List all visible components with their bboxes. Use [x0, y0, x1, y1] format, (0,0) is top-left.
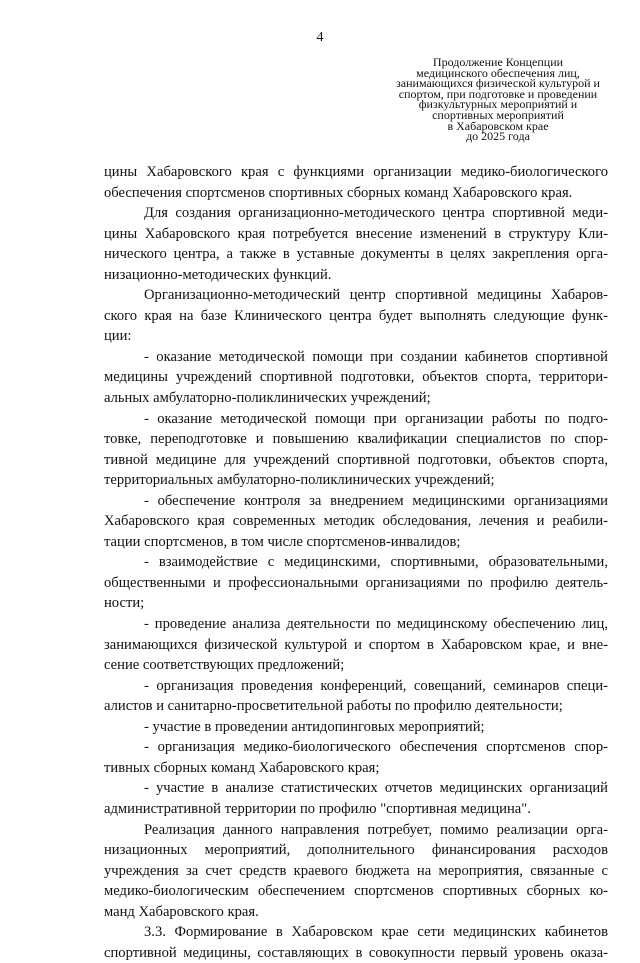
- text-line: медико-биологическим обеспечением спортсменов спортивных сборных ко-: [104, 883, 608, 900]
- text-line: нического центра, а также в уставные документы в целях закрепления орга-: [104, 246, 608, 263]
- text-line: цины Хабаровского края потребуется внесение изменений в структуру Кли-: [104, 225, 608, 242]
- text-line: территориальных амбулаторно-поликлинических учреждений;: [104, 472, 495, 489]
- text-line: - организация медико-биологического обеспечения спортсменов спор-: [144, 739, 608, 756]
- text-line: Организационно-методический центр спортивной медицины Хабаров-: [144, 287, 608, 304]
- header-note-line: Продолжение Концепции: [432, 55, 564, 69]
- text-line: низационно-методических функций.: [104, 266, 332, 283]
- text-line: занимающихся физической культурой и спортом в Хабаровском крае, и вне-: [104, 636, 608, 653]
- header-note-line: занимающихся физической культурой и: [396, 76, 600, 91]
- text-line: 3.3. Формирование в Хабаровском крае сети медицинских кабинетов: [144, 924, 608, 941]
- text-line: - обеспечение контроля за внедрением медицинскими организациями: [144, 492, 608, 509]
- text-line: ции:: [104, 328, 132, 345]
- text-line: товке, переподготовке и повышению квалификации специалистов по спор-: [104, 431, 608, 448]
- text-line: - участие в анализе статистических отчетов медицинских организаций: [144, 780, 608, 797]
- header-note-line: до 2025 года: [466, 129, 530, 144]
- body-text: [104, 162, 608, 963]
- page-number: 4: [316, 30, 324, 45]
- text-line: - взаимодействие с медицинскими, спортивными, образовательными,: [144, 554, 608, 571]
- text-line: ности;: [104, 595, 145, 612]
- text-line: низационных мероприятий, дополнительного финансирования расходов: [104, 842, 608, 859]
- text-line: спортивной медицины, составляющих в совокупности первый уровень оказа-: [104, 944, 608, 961]
- text-line: - проведение анализа деятельности по медицинскому обеспечению лиц,: [144, 616, 608, 633]
- text-line: Для создания организационно-методического центра спортивной меди-: [144, 205, 608, 222]
- header-note: [382, 57, 614, 142]
- header-note-line: спортивных мероприятий: [432, 107, 564, 122]
- text-line: альных амбулаторно-поликлинических учреждений;: [104, 390, 431, 407]
- text-line: цины Хабаровского края с функциями организации медико-биологического: [104, 164, 608, 180]
- text-line: медицины учреждений спортивной подготовки, объектов спорта, территори-: [104, 369, 608, 386]
- header-note-line: в Хабаровском крае: [447, 118, 549, 133]
- text-line: административной территории по профилю "спортивная медицина".: [104, 800, 531, 817]
- text-line: обеспечения спортсменов спортивных сборных команд Хабаровского края.: [104, 184, 573, 201]
- text-line: учреждения за счет средств краевого бюджета на мероприятия, связанные с: [104, 862, 608, 879]
- header-note-line: спортом, при подготовке и проведении: [398, 86, 598, 101]
- text-line: - оказание методической помощи при организации работы по подго-: [144, 410, 608, 427]
- header-note-line: медицинского обеспечения лиц,: [416, 65, 580, 80]
- text-line: тивной медицине для учреждений спортивной подготовки, объектов спорта,: [104, 451, 608, 468]
- text-line: Реализация данного направления потребует, помимо реализации орга-: [144, 821, 608, 838]
- text-line: тивных сборных команд Хабаровского края;: [104, 759, 380, 776]
- text-line: общественными и профессиональными организациями по профилю деятель-: [104, 574, 608, 591]
- text-line: - оказание методической помощи при создании кабинетов спортивной: [144, 348, 608, 365]
- text-line: тации спортсменов, в том числе спортсменов-инвалидов;: [104, 533, 461, 550]
- text-line: манд Хабаровского края.: [104, 903, 259, 920]
- text-line: алистов и санитарно-просветительной работы по профилю деятельности;: [104, 698, 563, 715]
- text-line: - участие в проведении антидопинговых мероприятий;: [144, 718, 485, 735]
- text-line: - организация проведения конференций, совещаний, семинаров специ-: [144, 677, 608, 694]
- text-line: сение соответствующих предложений;: [104, 657, 345, 674]
- header-note-line: физкультурных мероприятий и: [418, 97, 578, 112]
- text-line: ского края на базе Клинического центра будет выполнять следующие функ-: [104, 307, 608, 324]
- text-line: Хабаровского края современных методик обследования, лечения и реабили-: [104, 513, 608, 530]
